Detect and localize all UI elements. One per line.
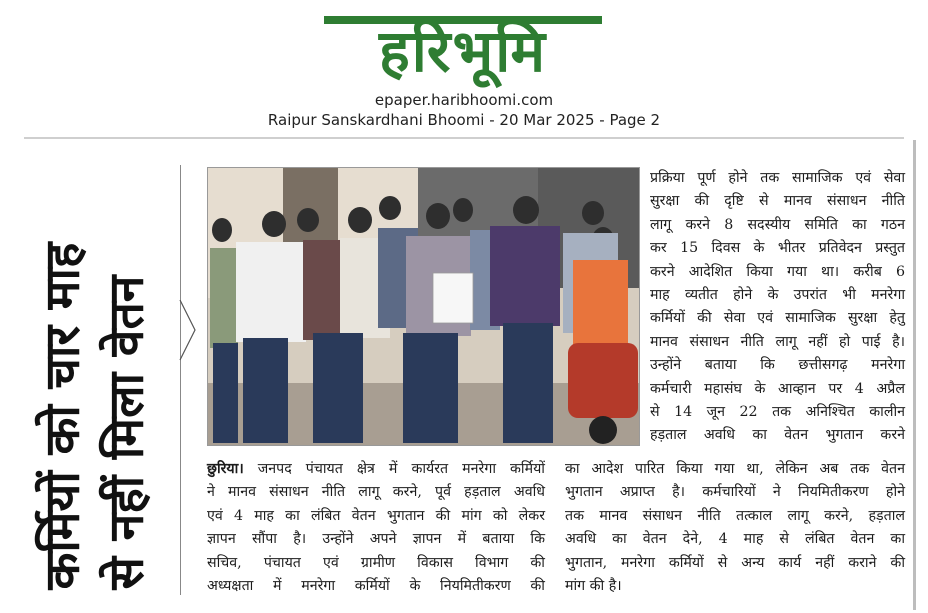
header-divider: [24, 137, 904, 139]
right-line-5: करने आदेशित किया गया था। करीब 6: [650, 263, 905, 280]
headline-line-1: कर्मियों को चार माह: [34, 242, 91, 590]
right-line-11: से 14 जून 22 तक अनिश्चित कालीन: [650, 404, 905, 421]
body-line-5: सचिव, पंचायत एवं ग्रामीण विकास विभाग की: [207, 554, 545, 571]
logo-text: हरिभूमि: [378, 16, 548, 85]
wide-line-2: भुगतान अप्राप्त है। कर्मचारियों ने नियमितीकरण होने: [565, 484, 905, 501]
article-headline: [31, 165, 171, 590]
wide-line-5: भुगतान, मनरेगा कर्मियों से अन्य कार्य नहीं कराने की: [565, 554, 905, 571]
news-photo: [207, 167, 640, 446]
right-line-1: प्रक्रिया पूर्ण होने तक सामाजिक एवं सेवा: [650, 170, 905, 186]
right-line-3: लागू करने 8 सदस्यीय समिति का गठन: [650, 216, 905, 233]
right-line-6: माह व्यतीत होने के उपरांत भी मनरेगा: [650, 287, 905, 304]
wide-line-1: का आदेश पारित किया गया था, लेकिन अब तक वेतन: [565, 461, 905, 477]
article-body-column-3: [565, 458, 905, 598]
body-line-4: ज्ञापन सौंपा है। उन्होंने अपने ज्ञापन में बताया कि: [207, 531, 545, 548]
wide-line-3: तक मानव संसाधन नीति तत्काल लागू करने, हड़ताल: [565, 507, 905, 524]
right-line-8: मानव संसाधन नीति लागू नहीं हो पाई है।: [650, 333, 905, 350]
wide-line-6: मांग की है।: [565, 578, 622, 595]
right-margin-line: [913, 140, 916, 610]
right-line-9: उन्होंने बताया कि छत्तीसगढ़ मनरेगा: [650, 357, 905, 374]
group-photo-illustration: [208, 168, 639, 445]
body-line-1: [207, 458, 545, 481]
body-line-6: अध्यक्षता में मनरेगा कर्मियों के नियमितीकरण की: [207, 578, 545, 595]
body-line-3: एवं 4 माह का लंबित वेतन भुगतान की मांग को लेकर: [207, 507, 545, 524]
article-body-column-2: [650, 167, 905, 448]
right-line-2: सुरक्षा की दृष्टि से मानव संसाधन नीति: [650, 193, 905, 210]
right-line-7: कर्मियों की सेवा एवं सामाजिक सुरक्षा हेतु: [650, 310, 905, 327]
body-line-2: ने मानव संसाधन नीति लागू करने, पूर्व हड़ताल अवधि: [207, 484, 545, 501]
article-body-column-1: [207, 458, 545, 598]
right-line-12: हड़ताल अवधि का वेतन भुगतान करने: [650, 427, 905, 444]
haribhoomi-logo[interactable]: [318, 2, 608, 85]
body-line-1-text: जनपद पंचायत क्षेत्र में कार्यरत मनरेगा कर्मियों: [243, 461, 545, 477]
headline-line-2: से नहीं मिला वेतन: [98, 275, 155, 590]
right-line-10: कर्मचारी महासंघ के आव्हान पर 4 अप्रैल: [650, 380, 905, 397]
right-line-4: कर 15 दिवस के भीतर प्रतिवेदन प्रस्तुत: [650, 240, 905, 257]
edition-line: Raipur Sanskardhani Bhoomi - 20 Mar 2025 - Page 2: [267, 111, 661, 129]
lead-dateline: छुरिया।: [207, 461, 244, 477]
headline-block: [30, 165, 170, 590]
site-url[interactable]: epaper.haribhoomi.com: [374, 91, 554, 109]
wide-line-4: अवधि का वेतन देने, 4 माह से लंबित वेतन का: [565, 531, 905, 548]
callout-pointer: [175, 300, 197, 420]
